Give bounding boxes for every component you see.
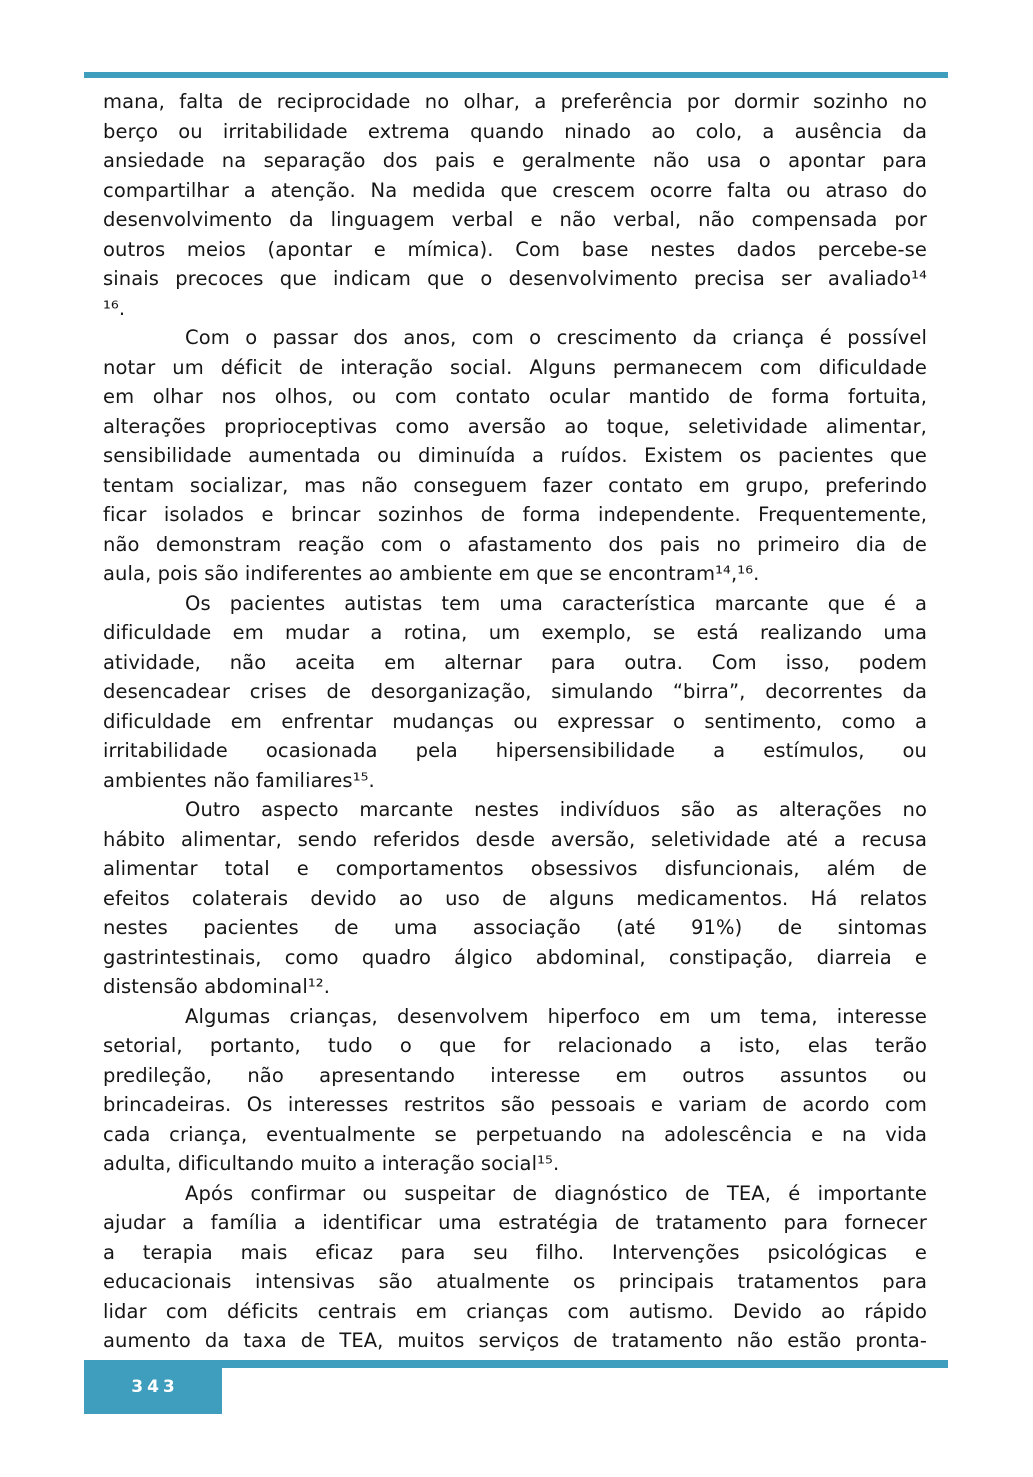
text-line: alterações proprioceptivas como aversão ao toque, seletividade alimentar, (103, 414, 927, 438)
text-line: mana, falta de reciprocidade no olhar, a preferência por dormir sozinho no (103, 90, 927, 113)
text-line: nestes pacientes de uma associação (até 91%) de sintomas (103, 916, 927, 939)
text-line: ansiedade na separação dos pais e geralmente não usa o apontar para (103, 149, 927, 172)
text-line: lidar com déficits centrais em crianças com autismo. Devido ao rápido (103, 1299, 927, 1323)
paragraph (103, 1179, 927, 1356)
text-line: outros meios (apontar e mímica). Com base nestes dados percebe-se (103, 237, 927, 261)
page-number: 343 (131, 1377, 179, 1397)
text-line: ambientes não familiares¹⁵. (103, 768, 375, 792)
text-line: sinais precoces que indicam que o desenvolvimento precisa ser avaliado¹⁴ (103, 267, 927, 290)
text-line: dificuldade em mudar a rotina, um exemplo, se está realizando uma (103, 621, 927, 644)
text-line: berço ou irritabilidade extrema quando ninado ao colo, a ausência da (103, 119, 927, 143)
text-line: educacionais intensivas são atualmente os principais tratamentos para (103, 1270, 927, 1293)
text-line: distensão abdominal¹². (103, 975, 331, 998)
text-line: atividade, não aceita em alternar para outra. Com isso, podem (103, 650, 927, 674)
text-line: efeitos colaterais devido ao uso de alguns medicamentos. Há relatos (103, 886, 927, 910)
paragraph (103, 87, 927, 323)
paragraph (103, 589, 927, 796)
text-line: setorial, portanto, tudo o que for relacionado a isto, elas terão (103, 1034, 927, 1057)
text-line: aumento da taxa de TEA, muitos serviços de tratamento não estão pronta- (103, 1329, 927, 1352)
text-line: notar um déficit de interação social. Alguns permanecem com dificuldade (103, 355, 927, 379)
text-line: tentam socializar, mas não conseguem fazer contato em grupo, preferindo (103, 473, 927, 497)
text-line: desencadear crises de desorganização, simulando “birra”, decorrentes da (103, 680, 927, 703)
paragraph (103, 323, 927, 589)
text-line: gastrintestinais, como quadro álgico abdominal, constipação, diarreia e (103, 945, 927, 969)
text-line: ficar isolados e brincar sozinhos de forma independente. Frequentemente, (103, 503, 927, 526)
text-line: Após confirmar ou suspeitar de diagnóstico de TEA, é importante (185, 1181, 927, 1205)
text-line: a terapia mais eficaz para seu filho. Intervenções psicológicas e (103, 1240, 927, 1264)
top-divider-rule (84, 72, 948, 78)
text-line: alimentar total e comportamentos obsessivos disfuncionais, além de (103, 857, 927, 880)
text-line: Outro aspecto marcante nestes indivíduos são as alterações no (185, 798, 927, 821)
text-line: Os pacientes autistas tem uma característica marcante que é a (185, 591, 927, 615)
text-line: Com o passar dos anos, com o crescimento da criança é possível (185, 326, 927, 349)
text-line: ¹⁶. (103, 296, 126, 320)
text-line: adulta, dificultando muito a interação social¹⁵. (103, 1152, 560, 1175)
text-line: brincadeiras. Os interesses restritos são pessoais e variam de acordo com (103, 1093, 927, 1116)
text-block (103, 87, 927, 1356)
text-line: Algumas crianças, desenvolvem hiperfoco em um tema, interesse (185, 1004, 927, 1028)
text-line: não demonstram reação com o afastamento dos pais no primeiro dia de (103, 532, 927, 556)
text-line: cada criança, eventualmente se perpetuando na adolescência e na vida (103, 1122, 927, 1146)
text-line: aula, pois são indiferentes ao ambiente em que se encontram¹⁴,¹⁶. (103, 562, 760, 585)
text-line: compartilhar a atenção. Na medida que crescem ocorre falta ou atraso do (103, 178, 927, 202)
text-line: hábito alimentar, sendo referidos desde aversão, seletividade até a recusa (103, 827, 927, 851)
paragraph (103, 1002, 927, 1179)
text-line: dificuldade em enfrentar mudanças ou expressar o sentimento, como a (103, 709, 927, 733)
text-line: sensibilidade aumentada ou diminuída a ruídos. Existem os pacientes que (103, 444, 927, 467)
page-number-badge (84, 1360, 222, 1414)
text-line: irritabilidade ocasionada pela hipersensibilidade a estímulos, ou (103, 739, 927, 762)
text-line: ajudar a família a identificar uma estratégia de tratamento para fornecer (103, 1211, 927, 1234)
text-line: desenvolvimento da linguagem verbal e não verbal, não compensada por (103, 208, 927, 231)
text-line: predileção, não apresentando interesse em outros assuntos ou (103, 1063, 927, 1087)
paragraph (103, 795, 927, 1002)
text-line: em olhar nos olhos, ou com contato ocular mantido de forma fortuita, (103, 385, 927, 408)
